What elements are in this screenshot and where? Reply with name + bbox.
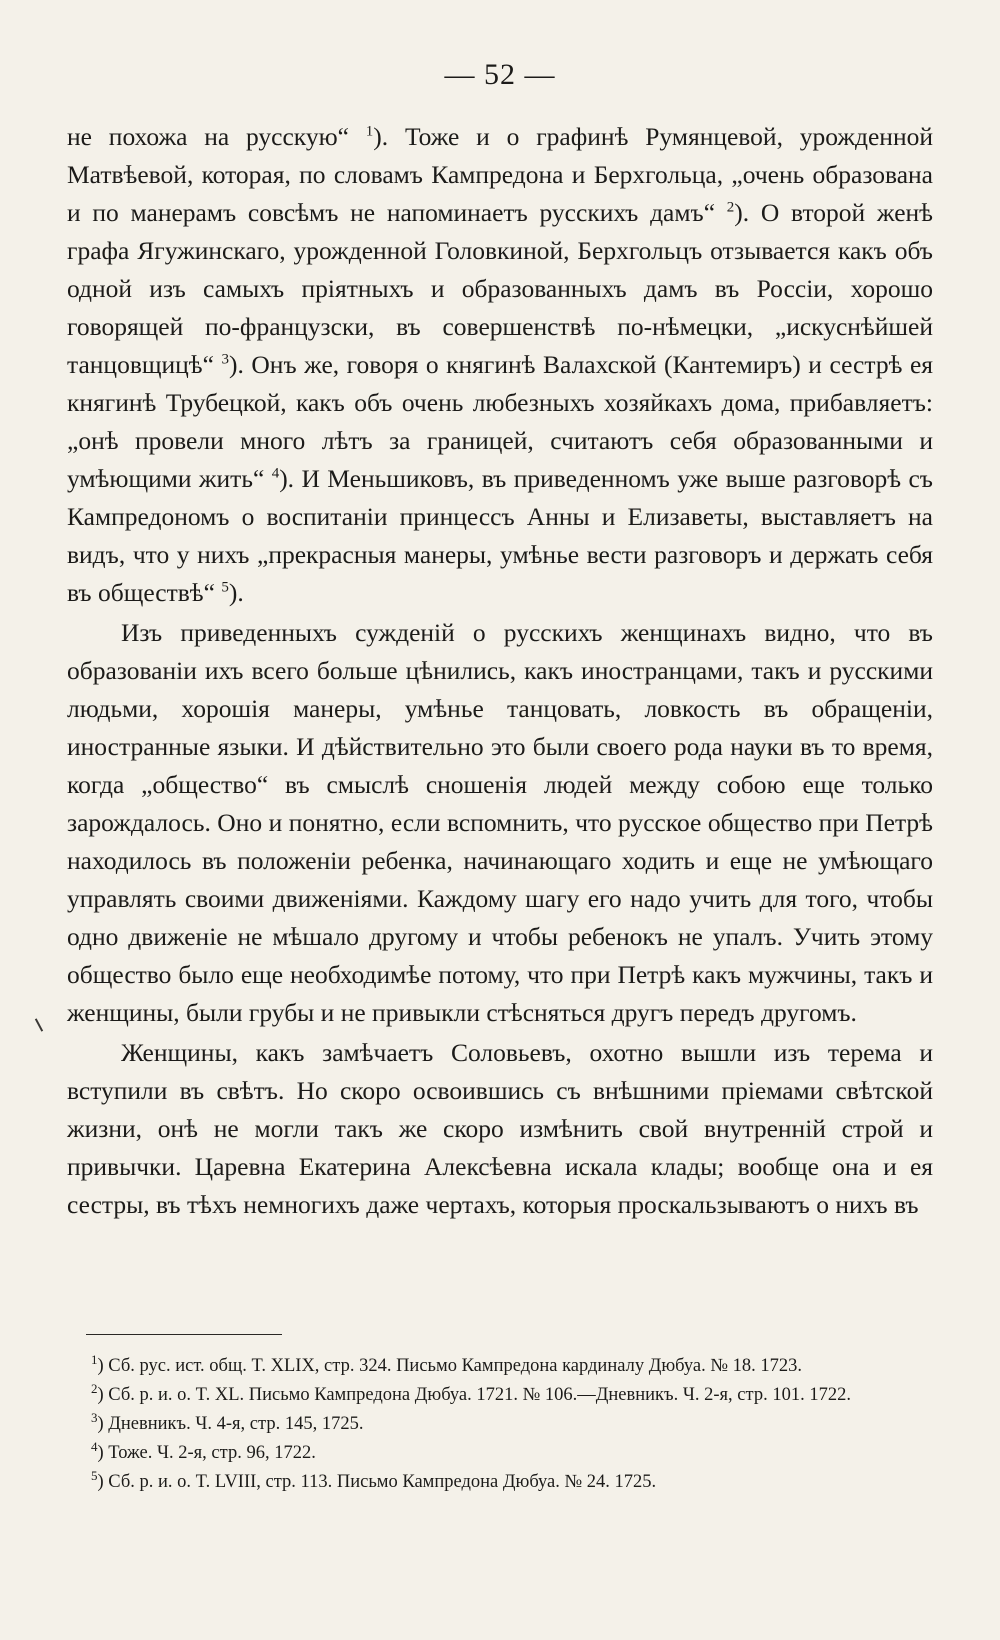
footnote-5 (67, 1468, 933, 1497)
text-run: не похожа на русскую“ (67, 122, 366, 151)
page-number: — 52 — (444, 58, 556, 91)
footnote-3 (67, 1410, 933, 1439)
footnote-4 (67, 1439, 933, 1468)
footnote-ref: 3 (221, 351, 229, 368)
stray-ink-mark (35, 1018, 43, 1031)
footnote-text: ) Сб. р. и. о. T. LVIII, стр. 113. Письмо Кампредона Дюбуа. № 24. 1725. (97, 1472, 657, 1492)
footnote-text: ) Тоже. Ч. 2-я, стр. 96, 1722. (97, 1443, 316, 1463)
footnote-ref: 2 (726, 199, 735, 216)
footnote-mark: 5 (91, 1467, 98, 1483)
footnote-ref: 4 (271, 465, 280, 482)
footnote-2 (67, 1381, 933, 1410)
paragraph-2 (67, 614, 933, 1032)
text-run: ). Тоже и о графинѣ Румянцевой, урожденной Матвѣевой, которая, по словамъ Кампредона и Берхгольца, „очень образована и по манерамъ совсѣмъ не напоминаетъ русскихъ дамъ“ (67, 122, 933, 227)
paragraph-1 (67, 118, 933, 612)
footnote-mark: 3 (91, 1409, 98, 1425)
footnote-ref: 5 (221, 579, 229, 596)
footnote-1 (67, 1352, 933, 1381)
footnote-mark: 1 (91, 1351, 98, 1367)
text-run: ). О второй женѣ графа Ягужинскаго, урожденной Головкиной, Берхгольцъ отзывается какъ объ одной изъ самыхъ пріятныхъ и образованныхъ дамъ въ Россіи, хорошо говорящей по-французски, въ совершенствѣ по-нѣмецки, „искуснѣйшей танцовщицѣ“ (67, 198, 933, 379)
footnotes (67, 1352, 933, 1497)
footnote-separator (86, 1334, 282, 1335)
text-run: ). Онъ же, говоря о княгинѣ Валахской (Кантемиръ) и сестрѣ ея княгинѣ Трубецкой, какъ объ очень любезныхъ хозяйкахъ дома, прибавляетъ: „онѣ провели много лѣтъ за границей, считаютъ себя образованными и умѣющими жить“ (67, 350, 934, 493)
text-run: ). И Меньшиковъ, въ приведенномъ уже выше разговорѣ съ Кампредономъ о воспитаніи принцессъ Анны и Елизаветы, выставляетъ на видъ, что у нихъ „прекрасныя манеры, умѣнье вести разговоръ и держать себя въ обществѣ“ (67, 464, 933, 607)
text-run: Изъ приведенныхъ сужденій о русскихъ женщинахъ видно, что въ образованіи ихъ всего больше цѣнились, какъ иностранцами, такъ и русскими людьми, хорошія манеры, умѣнье танцовать, ловкость въ обращеніи, иностранные языки. И дѣйствительно это были своего рода науки въ то время, когда „общество“ въ смыслѣ сношенія людей между собою еще только зарождалось. Оно и понятно, если вспомнить, что русское общество при Петрѣ находилось въ положеніи ребенка, начинающаго ходить и еще не умѣющаго управлять своими движеніями. Каждому шагу его надо учить для того, чтобы одно движеніе не мѣшало другому и чтобы ребенокъ не упалъ. Учить этому общество было еще необходимѣе потому, что при Петрѣ какъ мужчины, такъ и женщины, были грубы и не привыкли стѣсняться другъ передъ другомъ. (67, 618, 933, 1027)
footnote-mark: 4 (91, 1438, 98, 1454)
footnote-text: ) Сб. р. и. о. T. XL. Письмо Кампредона Дюбуа. 1721. № 106.—Дневникъ. Ч. 2-я, стр. 101. 1722. (97, 1385, 851, 1405)
body-text (67, 118, 933, 1224)
footnote-text: ) Сб. рус. ист. общ. T. XLIX, стр. 324. Письмо Кампредона кардиналу Дюбуа. № 18. 1723. (97, 1356, 802, 1376)
footnote-mark: 2 (91, 1380, 98, 1396)
footnote-text: ) Дневникъ. Ч. 4-я, стр. 145, 1725. (97, 1414, 364, 1434)
paragraph-3 (67, 1034, 933, 1224)
text-run: ). (228, 578, 244, 607)
footnote-ref: 1 (365, 123, 374, 140)
text-run: Женщины, какъ замѣчаетъ Соловьевъ, охотно вышли изъ терема и вступили въ свѣтъ. Но скоро освоившись съ внѣшними пріемами свѣтской жизни, онѣ не могли такъ же скоро измѣнить свой внутренній строй и привычки. Царевна Екатерина Алексѣевна искала клады; вообще она и ея сестры, въ тѣхъ немногихъ даже чертахъ, которыя проскальзываютъ о нихъ въ (67, 1038, 933, 1219)
